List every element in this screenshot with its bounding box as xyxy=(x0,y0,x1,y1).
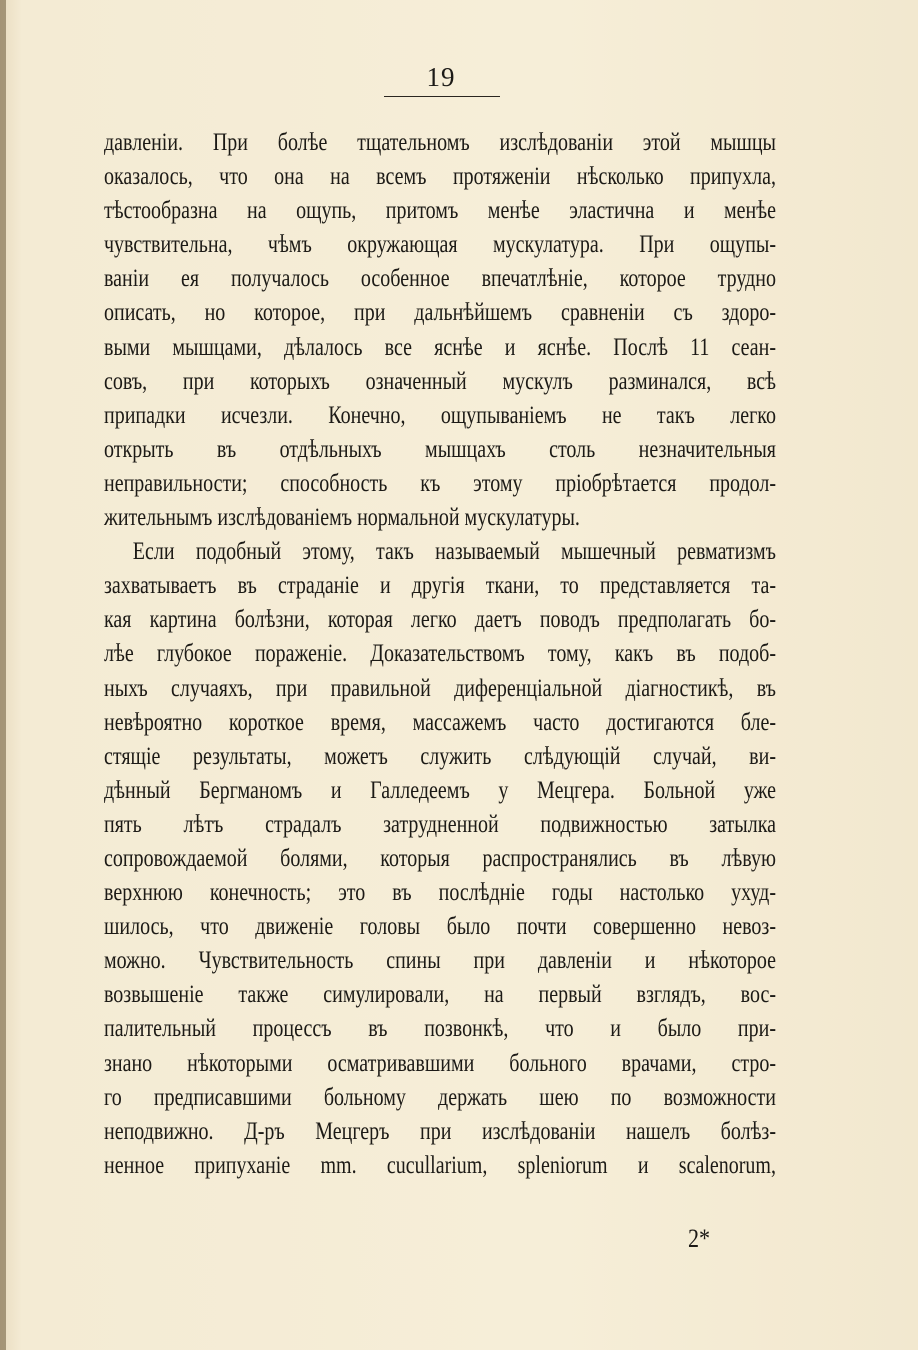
text-line: сопровождаемой болями, которыя распространялись въ лѣвую xyxy=(104,844,776,872)
text-line: возвышеніе также симулировали, на первый взглядъ, вос- xyxy=(104,981,776,1009)
text-line: невѣроятно короткое время, массажемъ часто достигаются бле- xyxy=(104,708,776,736)
text-line: открыть въ отдѣльныхъ мышцахъ столь незначительныя xyxy=(104,435,776,463)
text-line: ваніи ея получалось особенное впечатлѣніе, которое трудно xyxy=(104,265,776,293)
page-number-rule xyxy=(384,96,500,97)
text-line: неподвижно. Д-ръ Мецгеръ при изслѣдованіи нашелъ болѣз- xyxy=(104,1117,776,1145)
text-line: чувствительна, чѣмъ окружающая мускулатура. При ощупы- xyxy=(104,231,776,259)
text-line: верхнюю конечность; это въ послѣдніе годы настолько ухуд- xyxy=(104,879,776,907)
text-line: ныхъ случаяхъ, при правильной диференціальной діагностикѣ, въ xyxy=(104,674,776,702)
text-line: тѣстообразна на ощупь, притомъ менѣе эластична и менѣе xyxy=(104,197,776,225)
printer-signature-mark: 2* xyxy=(688,1224,711,1253)
text-line: выми мышцами, дѣлалось все яснѣе и яснѣе. Послѣ 11 сеан- xyxy=(104,333,776,361)
text-line: припадки исчезли. Конечно, ощупываніемъ не такъ легко xyxy=(104,401,776,429)
text-line: совъ, при которыхъ означенный мускулъ разминался, всѣ xyxy=(104,367,776,395)
text-line: давленіи. При болѣе тщательномъ изслѣдованіи этой мышцы xyxy=(104,129,776,156)
page-binding-edge xyxy=(0,0,6,1350)
text-line: жительнымъ изслѣдованіемъ нормальной мускулатуры. xyxy=(104,504,580,532)
text-line: кая картина болѣзни, которая легко даетъ поводъ предполагать бо- xyxy=(104,606,776,634)
text-line: стящіе результаты, можетъ служить слѣдующій случай, ви- xyxy=(104,742,776,770)
text-line: можно. Чувствительность спины при давленіи и нѣкоторое xyxy=(104,947,776,975)
text-line: шилось, что движеніе головы было почти совершенно невоз- xyxy=(104,913,776,941)
text-line: Если подобный этому, такъ называемый мышечный ревматизмъ xyxy=(132,538,777,566)
text-line: пять лѣтъ страдалъ затрудненной подвижностью затылка xyxy=(104,810,776,838)
text-line: знано нѣкоторыми осматривавшими больного врачами, стро- xyxy=(104,1049,776,1077)
text-line: ненное припуханіе mm. cucullarium, spleniorum и scalenorum, xyxy=(104,1151,776,1179)
text-line: захватываетъ въ страданіе и другія ткани, то представляется та- xyxy=(104,572,776,600)
text-line: описать, но которое, при дальнѣйшемъ сравненіи съ здоро- xyxy=(104,299,776,327)
text-line: оказалось, что она на всемъ протяженіи нѣсколько припухла, xyxy=(104,163,776,191)
text-line: неправильности; способность къ этому пріобрѣтается продол- xyxy=(104,469,776,497)
page-number: 19 xyxy=(426,62,456,92)
body-text xyxy=(104,126,776,1183)
text-line: дѣнный Бергманомъ и Галледеемъ у Мецгера. Больной уже xyxy=(104,776,776,804)
text-line: палительный процессъ въ позвонкѣ, что и было при- xyxy=(104,1015,776,1043)
text-line: лѣе глубокое пораженіе. Доказательствомъ тому, какъ въ подоб- xyxy=(104,640,776,668)
text-line: го предписавшими больному держать шею по возможности xyxy=(104,1083,776,1111)
